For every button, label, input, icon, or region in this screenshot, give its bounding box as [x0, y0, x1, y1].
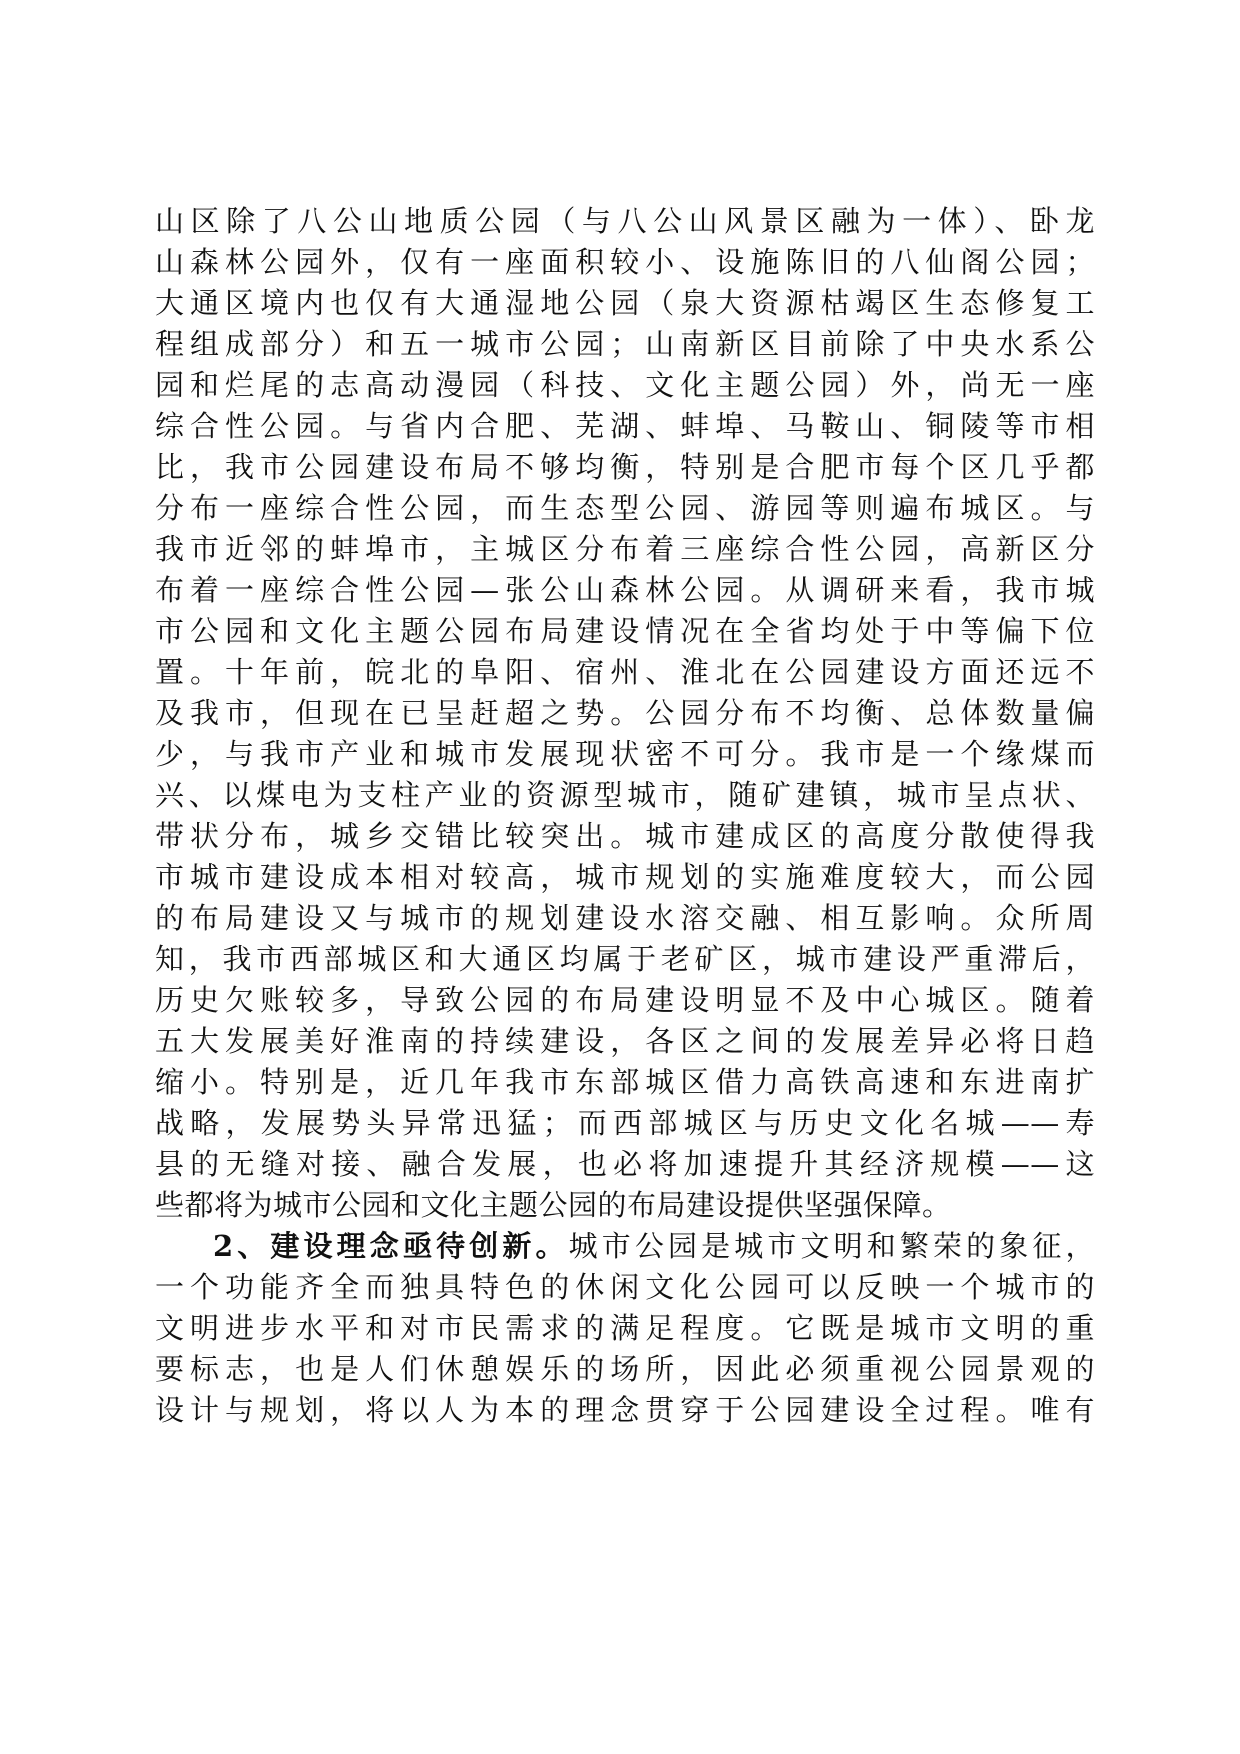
- text-line: 的布局建设又与城市的规划建设水溶交融、相互影响。众所周: [155, 901, 1095, 935]
- text-line: 大通区境内也仅有大通湿地公园（泉大资源枯竭区生态修复工: [155, 286, 1095, 320]
- text-line: 山区除了八公山地质公园（与八公山风景区融为一体）、卧龙: [155, 204, 1095, 238]
- text-line: 文明进步水平和对市民需求的满足程度。它既是城市文明的重: [155, 1311, 1095, 1345]
- text-line: 及我市，但现在已呈赶超之势。公园分布不均衡、总体数量偏: [155, 696, 1095, 730]
- document-body: [155, 201, 1095, 1431]
- text-line: 历史欠账较多，导致公园的布局建设明显不及中心城区。随着: [155, 983, 1095, 1017]
- text-line: 山森林公园外，仅有一座面积较小、设施陈旧的八仙阁公园；: [155, 245, 1095, 279]
- paragraph-1: [155, 201, 1095, 1226]
- text-line: 一个功能齐全而独具特色的休闲文化公园可以反映一个城市的: [155, 1270, 1095, 1304]
- text-line: 市公园和文化主题公园布局建设情况在全省均处于中等偏下位: [155, 614, 1095, 648]
- paragraph-2: [155, 1226, 1095, 1431]
- text-line: 要标志，也是人们休憩娱乐的场所，因此必须重视公园景观的: [155, 1352, 1095, 1386]
- text-line: 知，我市西部城区和大通区均属于老矿区，城市建设严重滞后，: [155, 942, 1095, 976]
- text-line: 比，我市公园建设布局不够均衡，特别是合肥市每个区几乎都: [155, 450, 1095, 484]
- text-line: 程组成部分）和五一城市公园；山南新区目前除了中央水系公: [155, 327, 1095, 361]
- text-line: 布着一座综合性公园—张公山森林公园。从调研来看，我市城: [155, 573, 1095, 607]
- text-line: 我市近邻的蚌埠市，主城区分布着三座综合性公园，高新区分: [155, 532, 1095, 566]
- text-line: 五大发展美好淮南的持续建设，各区之间的发展差异必将日趋: [155, 1024, 1095, 1058]
- text-line: 综合性公园。与省内合肥、芜湖、蚌埠、马鞍山、铜陵等市相: [155, 409, 1095, 443]
- text-line: 些都将为城市公园和文化主题公园的布局建设提供坚强保障。: [155, 1188, 952, 1222]
- text-line: 分布一座综合性公园，而生态型公园、游园等则遍布城区。与: [155, 491, 1095, 525]
- text-line: 市城市建设成本相对较高，城市规划的实施难度较大，而公园: [155, 860, 1095, 894]
- text-line: 置。十年前，皖北的阜阳、宿州、淮北在公园建设方面还远不: [155, 655, 1095, 689]
- text-line: 县的无缝对接、融合发展，也必将加速提升其经济规模——这: [155, 1147, 1095, 1181]
- text-line: 园和烂尾的志高动漫园（科技、文化主题公园）外，尚无一座: [155, 368, 1095, 402]
- text-line: 兴、以煤电为支柱产业的资源型城市，随矿建镇，城市呈点状、: [155, 778, 1095, 812]
- text-line: 带状分布，城乡交错比较突出。城市建成区的高度分散使得我: [155, 819, 1095, 853]
- section-heading: 2、建设理念亟待创新。: [213, 1229, 569, 1263]
- heading-line-text: 城市公园是城市文明和繁荣的象征，: [568, 1229, 1095, 1263]
- text-line: 缩小。特别是，近几年我市东部城区借力高铁高速和东进南扩: [155, 1065, 1095, 1099]
- text-line-with-heading: [155, 1226, 1095, 1267]
- text-line: 少，与我市产业和城市发展现状密不可分。我市是一个缘煤而: [155, 737, 1095, 771]
- text-line: 设计与规划，将以人为本的理念贯穿于公园建设全过程。唯有: [155, 1393, 1095, 1427]
- text-line: 战略，发展势头异常迅猛；而西部城区与历史文化名城——寿: [155, 1106, 1095, 1140]
